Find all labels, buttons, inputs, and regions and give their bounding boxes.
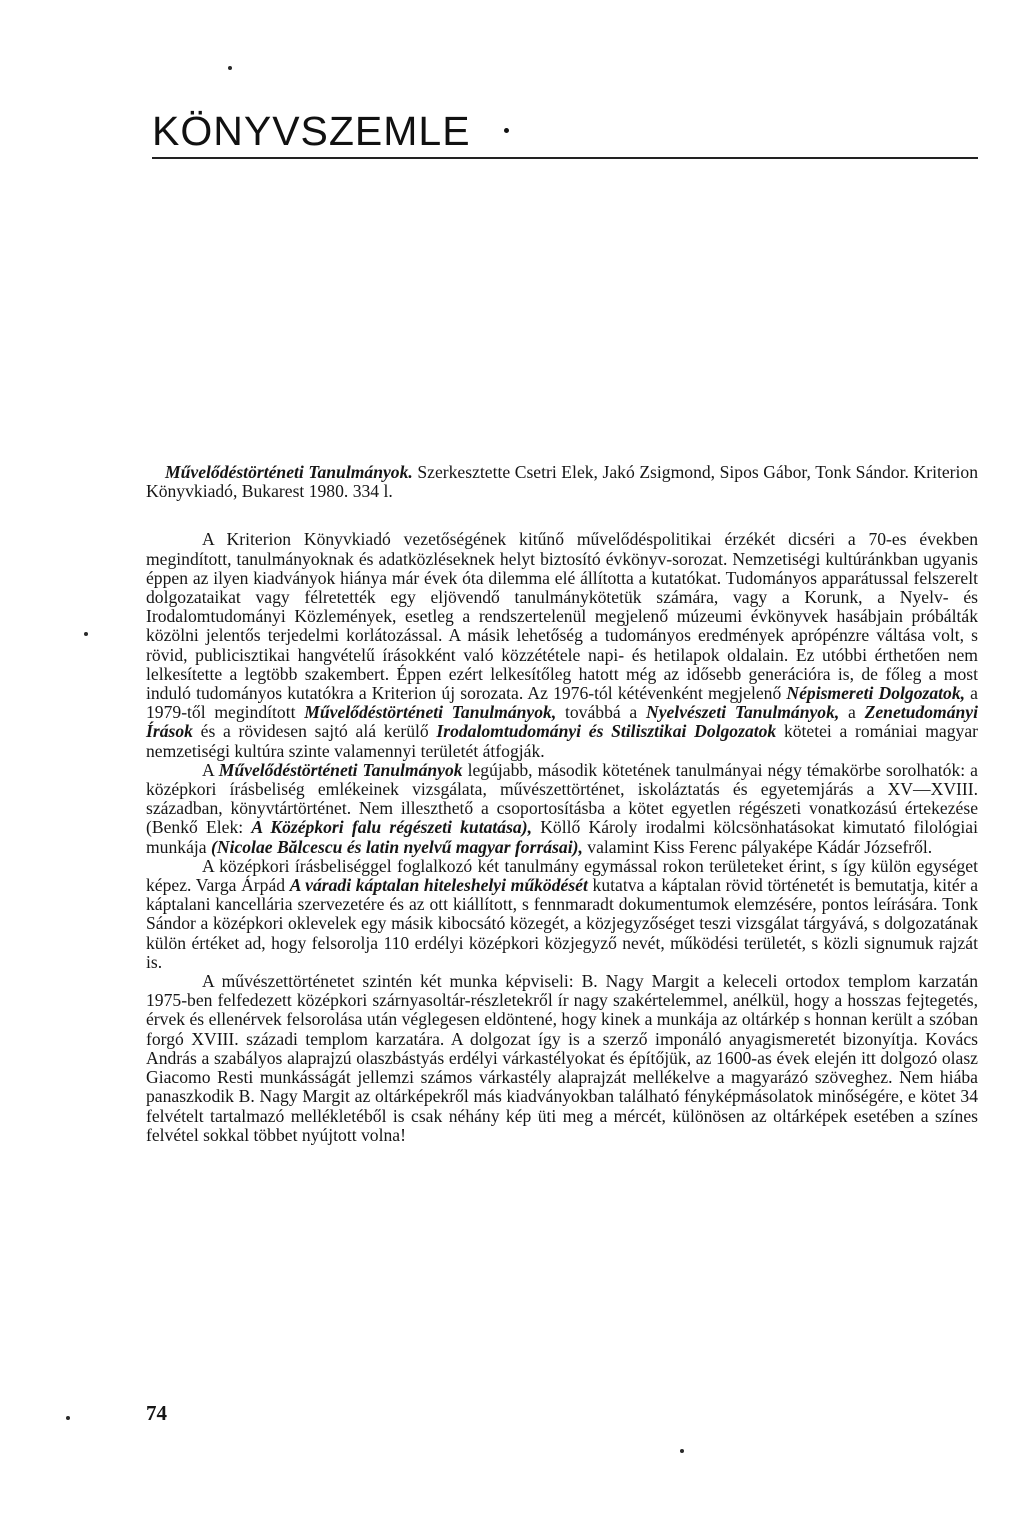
text-run: Köllő Károly irodalmi kölcsönhatásokat kimutató filológiai munkája	[146, 817, 978, 857]
paragraph-3	[146, 857, 978, 972]
title-bullet	[504, 128, 509, 133]
text-run: legújabb, második kötetének tanulmányai négy témakörbe sorolhatók: a középkori írásbeliség emlékeinek vizsgálata, művészettörténet, iskoláztatás és egyetemjárás a XV—XVIII. században, könyvtártörténet. Nem illeszthető a csoportosításba a kötet egyetlen régészeti vonatkozású értekezése (Benkő Elek:	[146, 759, 978, 838]
text-run: A középkori írásbeliséggel foglalkozó két tanulmány egymással rokon területeket érint, s így külön egységet képez. Varga Árpád	[146, 855, 978, 896]
text-run: valamint Kiss Ferenc pályaképe Kádár Józsefről.	[587, 836, 933, 857]
book-review	[146, 463, 978, 1145]
book-reference	[146, 463, 978, 501]
section-title: KÖNYVSZEMLE	[152, 108, 471, 154]
ink-speck	[680, 1449, 684, 1453]
work-title: (Nicolae Bălcescu és latin nyelvű magyar forrásai),	[211, 836, 583, 857]
text-run: kötetei a romániai magyar nemzetiségi kultúra szinte valamennyi területét átfogják.	[146, 721, 979, 761]
ink-speck	[228, 66, 232, 70]
work-title: A Középkori falu régészeti kutatása),	[251, 817, 532, 838]
series-title: Nyelvészeti Tanulmányok,	[645, 702, 840, 723]
work-title: A váradi káptalan hiteleshelyi működését	[289, 875, 588, 896]
title-rule	[152, 157, 978, 159]
text-run: a	[848, 702, 856, 723]
paragraph-1	[146, 530, 978, 760]
series-title: Művelődéstörténeti Tanulmányok	[218, 759, 463, 780]
text-run: továbbá a	[564, 702, 638, 723]
text-run: A művészettörténetet szintén két munka képviseli: B. Nagy Margit a keleceli ortodox templom karzatán 1975-ben felfedezett középkori szárnyasoltár-részletekről ír nagy szakértelemmel, anélkül, hogy a hosszas fejtegetés, érvek és ellenérvek felsorolása után véglegesen eldöntené, hogy kinek a munkája az oltárkép s honnan került a szóban forgó XVIII. századi templom karzatára. A dolgozat így is a szerző imponáló anyagismeretét bizonyítja. Kovács András a szabályos alaprajzú olaszbástyás erdélyi várkastélyokat és építőjük, az 1600-as évek elején itt dolgozó olasz Giacomo Resti munkásságát jellemzi számos várkastély alaprajzát mellékelve a magyarázó szöveghez. Nem hiába panaszkodik B. Nagy Margit az oltárképekről más kiadványokban található fényképmásolatok minőségére, e kötet 34 felvételt tartalmazó mellékletéből is csak néhány kép üti meg a mércét, különösen az oltárképek esetében a színes felvétel sokkal többet nyújtott volna!	[146, 971, 978, 1145]
series-title: Népismereti Dolgozatok,	[786, 683, 966, 704]
series-title: Zenetudományi Írások	[146, 702, 978, 742]
paragraph-4	[146, 972, 978, 1145]
text-run: a 1979-től megindított	[146, 683, 978, 723]
text-run: A	[202, 759, 214, 780]
book-details: Szerkesztette Csetri Elek, Jakó Zsigmond, Sipos Gábor, Tonk Sándor. Kriterion Könyvkiadó, Bukarest 1980. 334 l.	[146, 462, 978, 502]
text-run: kutatva a káptalan rövid történetét is bemutatja, kitér a káptalani kancellária szervezetére és az ott kiállított, s fennmaradt dokumentumok elemzésére, pontos leírására. Tonk Sándor a középkori oklevelek egy másik kibocsátó közegét, a közjegyzőséget teszi vizsgálat tárgyává, s dolgozatának külön értéket ad, hogy felsorolja 110 erdélyi középkori közjegyző nevét, működési területét, s közli signumuk rajzát is.	[146, 875, 979, 972]
paragraph-2	[146, 761, 978, 857]
series-title: Irodalomtudományi és Stilisztikai Dolgozatok	[436, 721, 777, 742]
ink-speck	[66, 1416, 70, 1420]
ink-speck	[84, 632, 88, 636]
page-number: 74	[146, 1401, 167, 1425]
series-title: Művelődéstörténeti Tanulmányok,	[304, 702, 557, 723]
book-title: Művelődéstörténeti Tanulmányok.	[165, 462, 413, 482]
text-run: A Kriterion Könyvkiadó vezetőségének kitűnő művelődéspolitikai érzékét dicséri a 70-es években megindított, tanulmányoknak és adatközléseknek helyt biztosító évkönyv-sorozat. Nemzetiségi kultúránkban ugyanis éppen az ilyen kiadványok hiánya már évek óta dilemma elé állította a kutatókat. Tudományos apparátussal felszerelt dolgozataikat vagy félretették egy eljövendő tanulmánykötetük számára, vagy a Korunk, a Nyelv- és Irodalomtudományi Közlemények, esetleg a rendszertelenül megjelenő múzeumi évkönyvek hasábjain próbálták közölni jelentős terjedelmi korlátozással. A másik lehetőség a tudományos eredmények aprópénzre váltása volt, s rövid, publicisztikai hangvételű írásokként való közzététele napi- és hetilapok oldalain. Ez utóbbi érthetően nem lelkesítette a legtöbb szakembert. Éppen ezért lelkesítőleg hatott még az idősebb generációra is, de főleg a most induló tudományos kutatókra a Kriterion új sorozata. Az 1976-tól kétévenként megjelenő	[146, 529, 978, 704]
text-run: és a rövidesen sajtó alá kerülő	[200, 721, 429, 742]
